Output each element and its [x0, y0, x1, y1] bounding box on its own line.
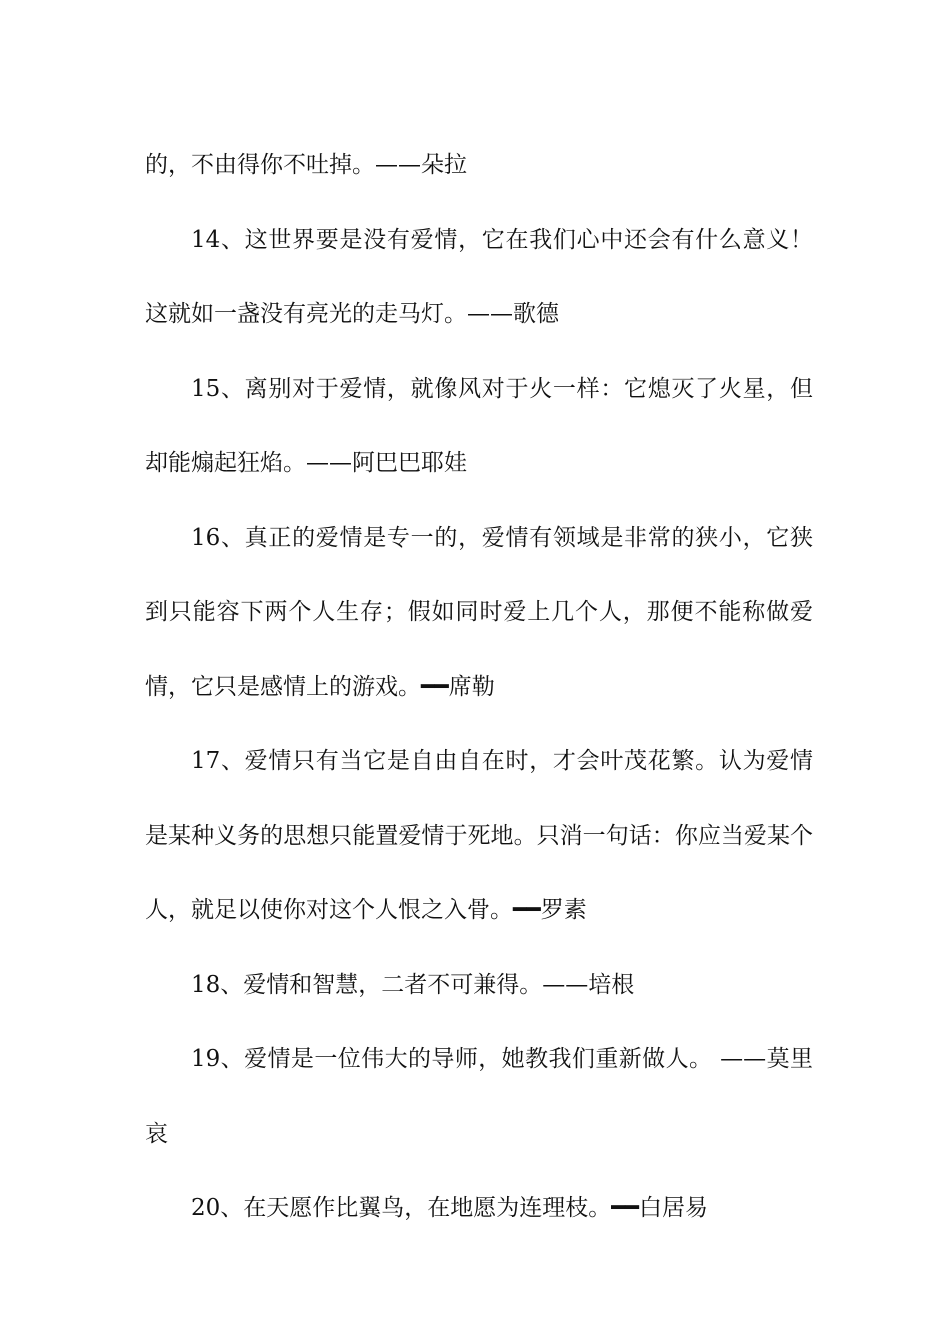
- paragraph-quote-14: 14、这世界要是没有爱情，它在我们心中还会有什么意义！这就如一盏没有亮光的走马灯。——歌德: [145, 226, 813, 327]
- paragraph-quote-15: 15、离别对于爱情，就像风对于火一样：它熄灭了火星，但却能煽起狂焰。——阿巴巴耶娃: [145, 375, 813, 476]
- paragraph-quote-17: 17、爱情只有当它是自由自在时，才会叶茂花繁。认为爱情是某种义务的思想只能置爱情于死地。只消一句话：你应当爱某个人，就足以使你对这个人恨之入骨。━━罗素: [145, 748, 813, 923]
- paragraph-quote-16: 16、真正的爱情是专一的，爱情有领域是非常的狭小，它狭到只能容下两个人生存；假如同时爱上几个人，那便不能称做爱情，它只是感情上的游戏。━━席勒: [145, 524, 813, 700]
- paragraph-quote-19: 19、爱情是一位伟大的导师，她教我们重新做人。 ——莫里哀: [145, 1046, 813, 1147]
- paragraph-quote-18: 18、爱情和智慧，二者不可兼得。——培根: [191, 971, 635, 998]
- paragraph-continued: 的，不由得你不吐掉。——朵拉: [145, 152, 467, 178]
- paragraph-quote-20: 20、在天愿作比翼鸟，在地愿为连理枝。━━白居易: [191, 1195, 708, 1221]
- quote-text-block: [145, 128, 813, 1246]
